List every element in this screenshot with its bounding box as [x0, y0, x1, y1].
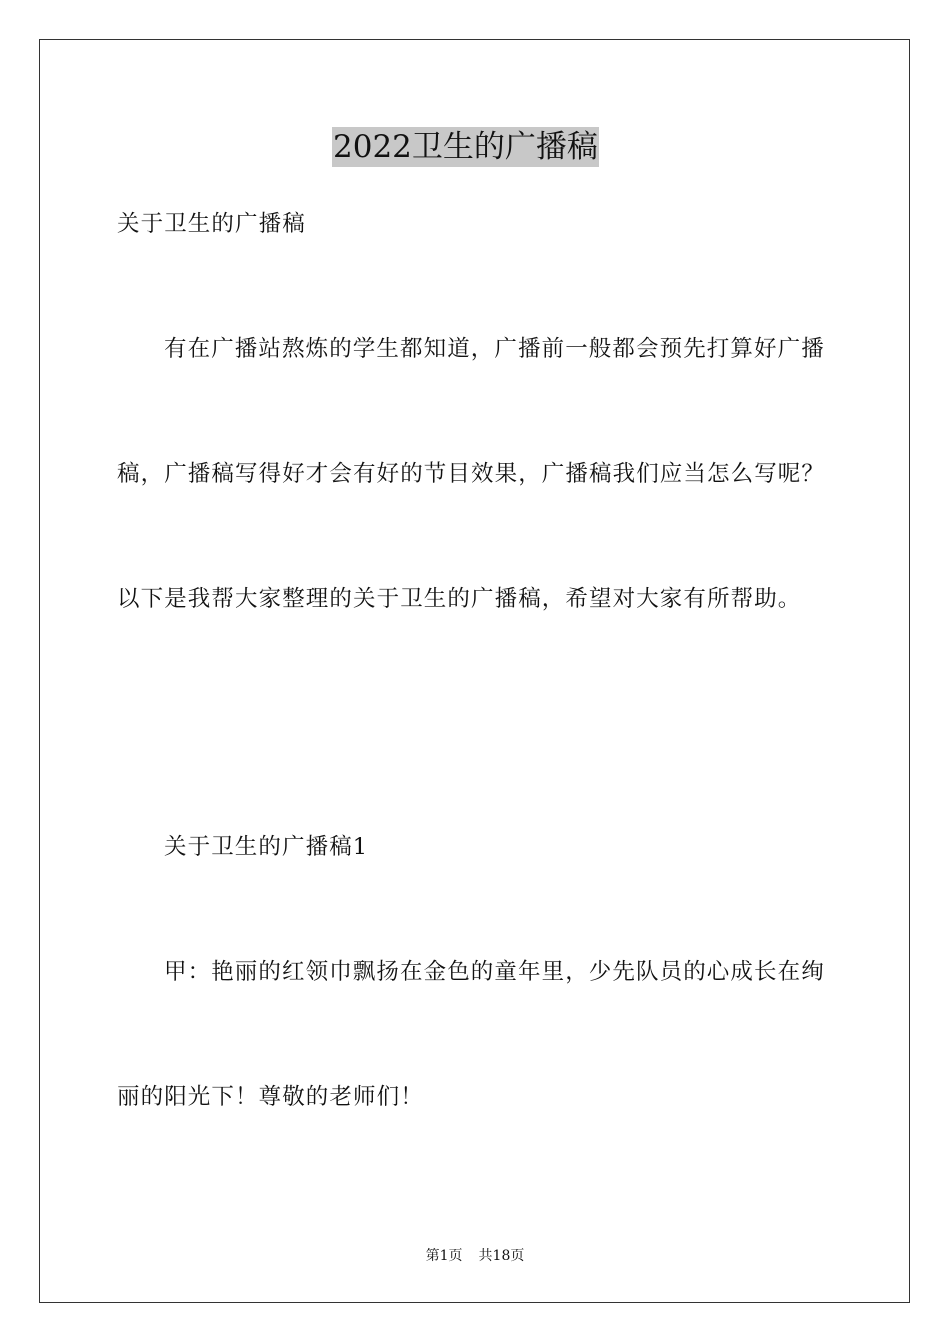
document-title: 2022卫生的广播稿	[333, 129, 598, 165]
paragraph-line-2: 稿，广播稿写得好才会有好的节目效果，广播稿我们应当怎么写呢？	[117, 461, 826, 487]
body-line-1: 甲：艳丽的红领巾飘扬在金色的童年里，少先队员的心成长在绚	[164, 959, 825, 985]
paragraph-line-1: 有在广播站熬炼的学生都知道，广播前一般都会预先打算好广播	[164, 336, 825, 362]
page-footer	[0, 1246, 950, 1266]
page-total: 共18页	[478, 1248, 525, 1264]
body-line-2: 丽的阳光下！尊敬的老师们！	[117, 1084, 424, 1110]
document-subtitle: 关于卫生的广播稿	[117, 211, 306, 237]
page-number: 第1页	[425, 1248, 463, 1264]
paragraph-line-3: 以下是我帮大家整理的关于卫生的广播稿，希望对大家有所帮助。	[117, 586, 802, 612]
section-heading: 关于卫生的广播稿1	[164, 834, 369, 860]
